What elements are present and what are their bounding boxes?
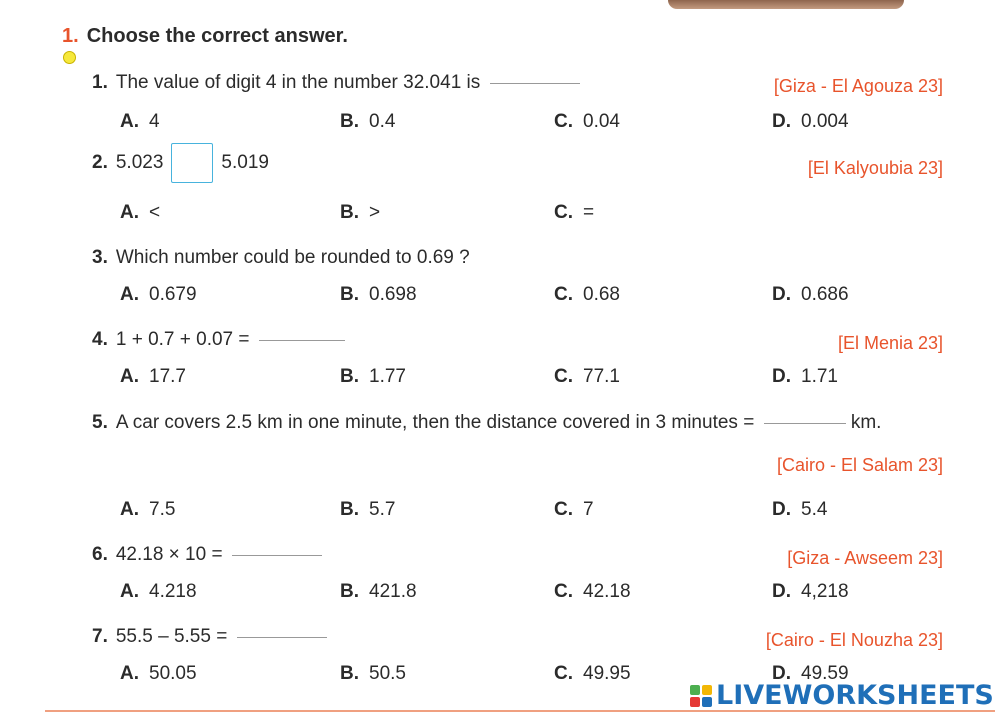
option-value: 4.218: [149, 581, 197, 602]
option-letter: C.: [554, 202, 573, 223]
option-value: 50.05: [149, 663, 197, 684]
option-value: 17.7: [149, 366, 186, 387]
option-b[interactable]: [340, 663, 406, 685]
option-b[interactable]: [340, 284, 417, 306]
section-title: Choose the correct answer.: [86, 25, 348, 47]
option-b[interactable]: [340, 202, 380, 224]
question-source: [Cairo - El Salam 23]: [776, 455, 943, 475]
option-value: 7: [583, 499, 594, 520]
answer-blank[interactable]: [237, 636, 327, 638]
question-4: [92, 329, 345, 351]
question-text: 42.18 × 10 =: [115, 544, 223, 565]
option-letter: D.: [772, 499, 791, 520]
option-value: 4: [149, 111, 160, 132]
question-text: Which number could be rounded to 0.69 ?: [115, 247, 470, 268]
option-value: 4,218: [801, 581, 849, 602]
option-letter: B.: [340, 663, 359, 684]
question-number: 2.: [92, 152, 108, 174]
question-6: [92, 544, 322, 566]
option-d[interactable]: [772, 499, 827, 521]
option-letter: B.: [340, 581, 359, 602]
question-5: [92, 412, 881, 434]
option-letter: B.: [340, 499, 359, 520]
bullet-dot-icon: [63, 51, 76, 64]
question-number: 1.: [92, 72, 108, 93]
option-c[interactable]: [554, 111, 620, 133]
right-number: 5.019: [221, 152, 269, 174]
unit-label: km.: [850, 412, 882, 433]
option-d[interactable]: [772, 366, 838, 388]
question-number: 6.: [92, 544, 108, 565]
option-c[interactable]: [554, 366, 620, 388]
option-letter: C.: [554, 111, 573, 132]
question-3: [92, 247, 470, 269]
option-a[interactable]: [120, 499, 175, 521]
option-value: 0.4: [369, 111, 396, 132]
question-source: [El Menia 23]: [837, 333, 943, 353]
option-letter: A.: [120, 284, 139, 305]
question-number: 5.: [92, 412, 108, 433]
question-number: 7.: [92, 626, 108, 647]
option-value: 0.679: [149, 284, 197, 305]
option-d[interactable]: [772, 581, 849, 603]
option-letter: B.: [340, 366, 359, 387]
option-a[interactable]: [120, 202, 160, 224]
option-letter: D.: [772, 284, 791, 305]
option-letter: A.: [120, 499, 139, 520]
option-value: 421.8: [369, 581, 417, 602]
option-value: >: [369, 202, 381, 223]
option-a[interactable]: [120, 111, 160, 133]
option-c[interactable]: [554, 663, 631, 685]
option-value: 49.95: [583, 663, 631, 684]
option-letter: C.: [554, 663, 573, 684]
question-number: 4.: [92, 329, 108, 350]
option-value: <: [149, 202, 161, 223]
option-value: 1.77: [369, 366, 406, 387]
section-header: [62, 25, 348, 48]
option-letter: A.: [120, 663, 139, 684]
option-letter: B.: [340, 202, 359, 223]
option-value: 0.004: [801, 111, 849, 132]
option-value: 50.5: [369, 663, 406, 684]
option-value: 49.59: [801, 663, 849, 684]
option-a[interactable]: [120, 581, 197, 603]
option-value: 0.04: [583, 111, 620, 132]
option-letter: D.: [772, 111, 791, 132]
question-text: 1 + 0.7 + 0.07 =: [115, 329, 250, 350]
option-letter: D.: [772, 581, 791, 602]
question-text: A car covers 2.5 km in one minute, then the distance covered in 3 minutes =: [115, 412, 755, 433]
option-value: =: [583, 202, 595, 223]
option-letter: D.: [772, 366, 791, 387]
option-letter: A.: [120, 202, 139, 223]
question-1: [92, 72, 580, 94]
option-b[interactable]: [340, 111, 395, 133]
question-text: 55.5 – 5.55 =: [115, 626, 228, 647]
option-letter: C.: [554, 366, 573, 387]
question-2: [92, 143, 269, 183]
top-decoration: [668, 0, 904, 9]
liveworksheets-logo-icon: [690, 685, 712, 707]
option-letter: B.: [340, 111, 359, 132]
question-source: [Cairo - El Nouzha 23]: [765, 630, 943, 650]
option-c[interactable]: [554, 499, 594, 521]
option-b[interactable]: [340, 581, 417, 603]
option-b[interactable]: [340, 499, 395, 521]
option-b[interactable]: [340, 366, 406, 388]
option-d[interactable]: [772, 111, 849, 133]
answer-blank[interactable]: [490, 82, 580, 84]
option-a[interactable]: [120, 663, 197, 685]
option-value: 0.686: [801, 284, 849, 305]
option-letter: B.: [340, 284, 359, 305]
question-7: [92, 626, 327, 648]
option-c[interactable]: [554, 581, 631, 603]
question-source: [Giza - Awseem 23]: [787, 548, 943, 568]
option-value: 0.698: [369, 284, 417, 305]
option-letter: C.: [554, 499, 573, 520]
option-c[interactable]: [554, 284, 620, 306]
option-value: 42.18: [583, 581, 631, 602]
option-c[interactable]: [554, 202, 594, 224]
option-a[interactable]: [120, 284, 197, 306]
option-d[interactable]: [772, 284, 849, 306]
option-value: 7.5: [149, 499, 176, 520]
option-letter: A.: [120, 111, 139, 132]
option-value: 5.4: [801, 499, 828, 520]
option-a[interactable]: [120, 366, 186, 388]
option-value: 5.7: [369, 499, 396, 520]
option-letter: C.: [554, 284, 573, 305]
left-number: 5.023: [115, 152, 164, 174]
section-number: 1.: [62, 25, 79, 47]
option-letter: D.: [772, 663, 791, 684]
option-letter: A.: [120, 581, 139, 602]
option-letter: C.: [554, 581, 573, 602]
question-source: [El Kalyoubia 23]: [807, 158, 943, 178]
logo-text: LIVEWORKSHEETS: [716, 680, 994, 711]
option-value: 1.71: [801, 366, 838, 387]
option-value: 0.68: [583, 284, 620, 305]
answer-blank[interactable]: [232, 554, 322, 556]
liveworksheets-logo[interactable]: [690, 680, 994, 711]
question-text: The value of digit 4 in the number 32.041 is: [115, 72, 481, 93]
answer-box[interactable]: [171, 143, 213, 183]
question-number: 3.: [92, 247, 108, 268]
option-value: 77.1: [583, 366, 620, 387]
option-letter: A.: [120, 366, 139, 387]
question-source: [Giza - El Agouza 23]: [773, 76, 943, 96]
answer-blank[interactable]: [764, 422, 846, 424]
answer-blank[interactable]: [259, 339, 345, 341]
